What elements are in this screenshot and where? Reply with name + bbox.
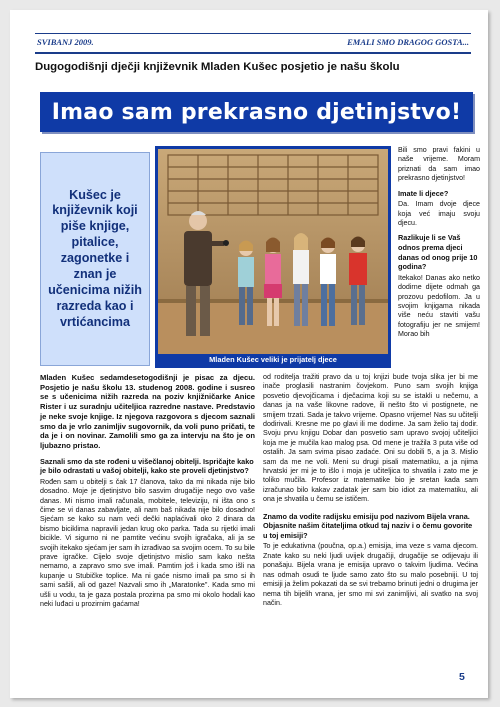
side-paragraph: Da. Imam dvoje djece koja već imaju svoju djecu.	[398, 200, 480, 228]
pull-quote-box	[40, 152, 150, 366]
kicker-headline: Dugogodišnji dječji književnik Mladen Kušec posjetio je našu školu	[35, 61, 400, 73]
issue-date: SVIBANJ 2009.	[37, 37, 94, 47]
interview-question: Saznali smo da ste rođeni u višečlanoj obitelji. Ispričajte kako je bilo odrastati u vašoj obitelji, kako ste proveli djetinjstvo?	[40, 456, 254, 476]
side-question: Razlikuje li se Vaš odnos prema djeci danas od onog prije 10 godina?	[398, 233, 478, 272]
side-column	[398, 146, 480, 340]
interview-question: Znamo da vodite radijsku emisiju pod nazivom Bijela vrana. Objasnite našim čitateljima otkud taj naziv i o čemu govorite u toj emisiji?	[263, 511, 473, 540]
page-number: 5	[459, 671, 465, 683]
main-headline: Imao sam prekrasno djetinjstvo!	[51, 99, 462, 125]
section-title: EMALI SMO DRAGOG GOSTA...	[347, 37, 469, 47]
side-paragraph: Itekako! Danas ako netko dodirne dijete odmah ga prozovu pedofilom. Ja u svojim knjigama nikada više neću staviti vašu fotografiju jer ne smijem! Morao bih	[398, 273, 480, 339]
interview-answer: To je edukativna (poučna, op.a.) emisija, ima veze s vama djecom. Znate kako su neki ljudi uvijek drugačiji, drugačije se odijevaju ili ponašaju. Bijela vrana je emisija upravo o takvim ljudima. Većina nas odmah osudi te ljude samo zato što su malo posebniji. U toj emisiji ja želim pokazati da se svi trebamo brinuti jedni o drugima jer nema tih bijelih vrana, jer smo mi svi zanimljivi, ali svatko na svoj način.	[263, 542, 478, 607]
magazine-page	[10, 10, 488, 698]
article-photo	[155, 146, 391, 368]
photo-illustration	[158, 149, 388, 354]
left-column	[40, 373, 255, 610]
right-column	[263, 373, 478, 608]
pull-quote-text: Kušec je književnik koji piše knjige, pitalice, zagonetke i znan je učenicima nižih razreda kao i vrtićancima	[48, 187, 142, 329]
headline-banner	[40, 92, 473, 132]
interview-answer: od roditelja tražiti pravo da u toj knjizi bude tvoja slika jer bi me inače proglasili nastranim čovjekom. Puno sam svojih knjiga posvetio djevojčicama i dječacima koji su se istakli u nečemu, a danas ja na vaše likovne radove, ili nešto što vi postignete, ne smijem trzati. Sada je takvo vrijeme. Opasno vrijeme! Nas su učitelji dodirivali. Kresne me po glavi ili me dodirne. Ja sam želio taj dodir. Svoju prvu knjigu Dobar dan posvetio sam upravo svojoj učiteljici koja me je mučila kao malog psa. Od mene je tražila 3 puta više od ostalih. Ja sam svima pisao zadaće. Oni su dobili 5, a ja 3. Mislio sam da me ne voli. Meni su drugi pisali matematiku, a ja njima hrvatski jer mi je to išlo i moja je učiteljica to shvatila i zato me je toliko mučila. Profesor iz matematike bio je sretan kada sam izračunao bilo kakav zadatak jer sam bio idiot za matematiku, ali ona je shvatila u čemu se ističem.	[263, 373, 478, 504]
running-header	[35, 33, 471, 54]
side-question: Imate li djece?	[398, 188, 449, 198]
photo-caption: Mladen Kušec veliki je prijatelj djece	[209, 355, 337, 364]
lead-paragraph: Mladen Kušec sedamdesetogodišnji je pisac za djecu. Posjetio je našu školu 13. studenog 2008. godine i susreo se s učenicima nižih razreda na poziv knjižničarke Anice Rister i uz suradnju učiteljica razredne nastave. Predstavio je neke svoje knjige. Iz njegova razgovora s djecom saznali smo da je vrlo zanimljiv sugovornik, da voli puno pričati, te da je i on novinar. Zamolili smo ga za intervju na što je on ljubazno pristao.	[40, 373, 255, 450]
interview-answer: Rođen sam u obitelji s čak 17 članova, tako da mi nikada nije bilo dosadno. Moje je djetinjstvo bilo sasvim drugačije nego ovo vaše danas. Mi nismo imali računala, mobitele, televiziju, ni išta ono s čime se vi danas zabavljate, ali nam baš nikada nije bilo dosadno! Sjećam se kako su nam veći dečki naplaćivali oko 2 dinara da bismo biciklima napravili jedan krug oko parka. Tada su rijetki imali bicikle. Vi sigurno ni ne pamtite većinu svojih igračaka, ali ja se svojih itekako sjećam jer sam ih izrađivao sa svojim ocem. To su bile prave igračke. Cijelo svoje djetinjstvo mislio sam kako nešta nemamo, a zapravo smo sve imali. Pamtim još i kada smo išli na kupanje u Stubičke toplice. Ma ni gaće nismo imali pa smo si ih sami sašili, ali od gaze! Nazvali smo ih „Maratonke". Kada smo mi ušli u vodu, ta je gaza postala prozirna pa smo mi okolo hodali kao neki luđaci u prozirnim gaćama!	[40, 477, 255, 609]
side-paragraph: Bili smo pravi fakini u naše vrijeme. Moram priznati da sam imao prekrasno djetinjstvo!	[398, 146, 480, 183]
